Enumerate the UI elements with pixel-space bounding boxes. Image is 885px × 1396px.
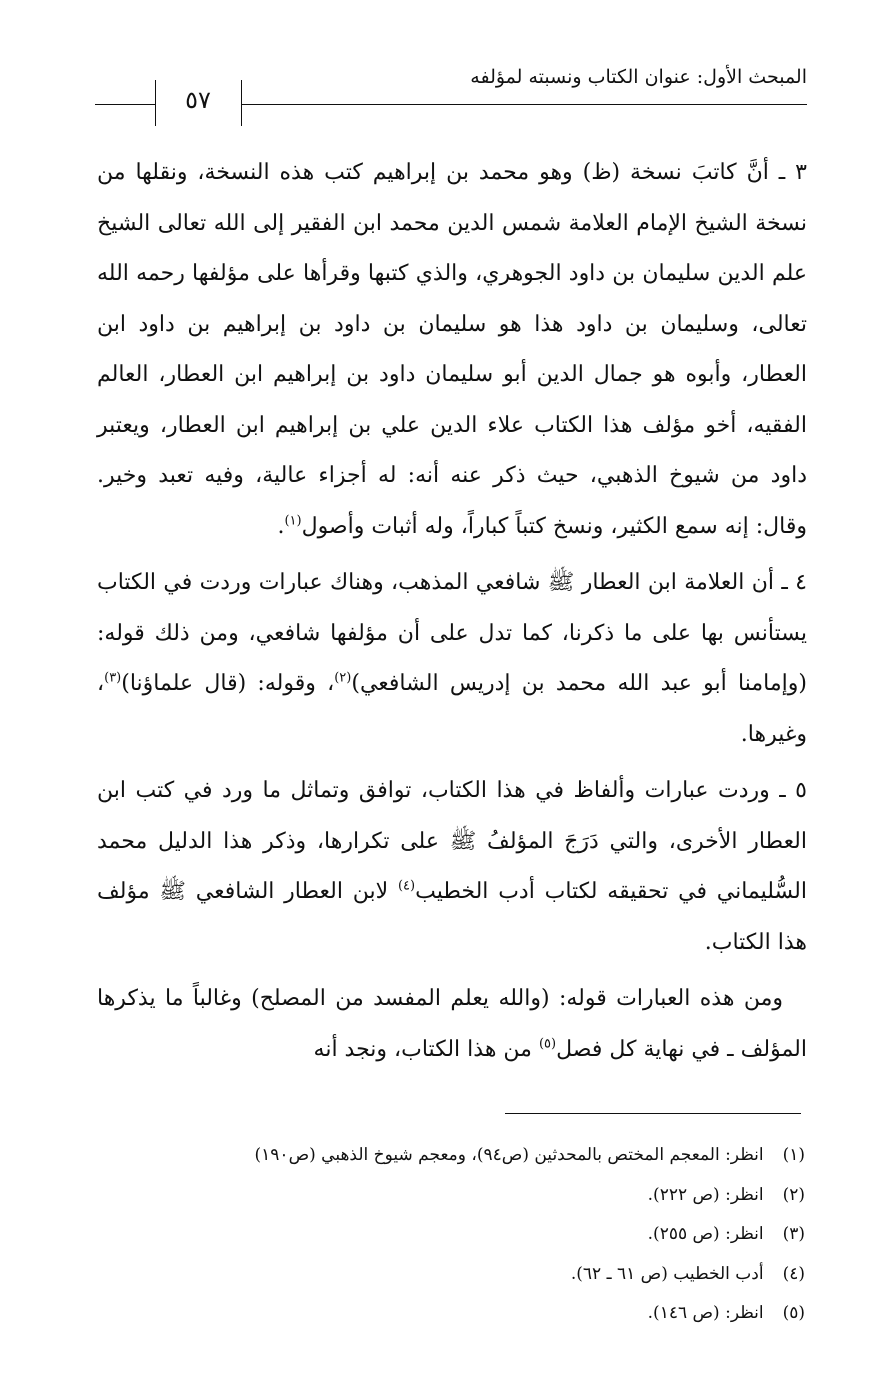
footnote-4 [97,1255,805,1295]
footnote-3 [97,1215,805,1255]
running-header-title: المبحث الأول: عنوان الكتاب ونسبته لمؤلفه [470,66,807,88]
footnote-5 [97,1294,805,1334]
paragraph-text: ٥ ـ وردت عبارات وألفاظ في هذا الكتاب، توافق وتماثل ما ورد في كتب ابن العطار الأخرى، والتي دَرَجَ المؤلفُ ﷺ على تكرارها، وذكر هذا الدليل محمد السُّليماني في تحقيقه لكتاب أدب الخطيب [97,778,807,904]
footnote-separator [505,1113,801,1114]
paragraph-text: ، وغيرها. [97,671,807,747]
footnote-reference[interactable]: (٢) [334,670,352,686]
paragraph-5 [97,766,807,968]
footnote-1 [97,1136,805,1176]
header-rule [241,104,807,105]
paragraph-6 [97,974,807,1075]
paragraph-3 [97,148,807,552]
footnote-text: انظر: (ص ١٤٦). [647,1303,764,1323]
footnote-text: أدب الخطيب (ص ٦١ ـ ٦٢). [570,1263,764,1284]
paragraph-text: ٤ ـ أن العلامة ابن العطار ﷺ شافعي المذهب، وهناك عبارات وردت في الكتاب يستأنس بها على ما ذكرنا، كما تدل على أن مؤلفها شافعي، ومن ذلك قوله: (وإمامنا أبو عبد الله محمد بن إدريس الشافعي) [97,570,807,696]
header-rule-short [95,104,155,105]
footnote-number: (٤) [782,1263,805,1284]
page-number: ٥٧ [185,86,211,114]
footnote-reference[interactable]: (١) [284,513,302,529]
paragraph-text: ٣ ـ أنَّ كاتبَ نسخة (ظ) وهو محمد بن إبراهيم كتب هذه النسخة، ونقلها من نسخة الشيخ الإمام العلامة شمس الدين محمد ابن الفقير إلى الله تعالى الشيخ علم الدين سليمان بن داود الجوهري، والذي كتبها وقرأها على مؤلفها رحمه الله تعالى، وسليمان بن داود هذا هو سليمان بن داود بن إبراهيم بن داود ابن العطار، وأبوه هو جمال الدين أبو سليمان داود بن إبراهيم ابن العطار، العالم الفقيه، أخو مؤلف هذا الكتاب علاء الدين علي بن إبراهيم ابن العطار، ويعتبر داود من شيوخ الذهبي، حيث ذكر عنه أنه: له أجزاء عالية، وفيه تعبد وخير. وقال: إنه سمع الكثير، ونسخ كتباً كباراً، وله أثبات وأصول [97,160,807,539]
footnote-text: انظر: المعجم المختص بالمحدثين (ص٩٤)، ومعجم شيوخ الذهبي (ص١٩٠) [254,1145,764,1165]
paragraph-text: ومن هذه العبارات قوله: (والله يعلم المفسد من المصلح) وغالباً ما يذكرها المؤلف ـ في نهاية كل فصل [97,986,807,1062]
paragraph-4 [97,558,807,760]
footnotes [97,1136,805,1334]
footnote-reference[interactable]: (٤) [397,878,416,894]
paragraph-text: . [277,513,285,539]
paragraph-text: لابن العطار الشافعي ﷺ مؤلف هذا الكتاب. [97,879,807,955]
footnote-number: (٢) [782,1184,805,1205]
footnote-text: انظر: (ص ٢٢٢). [647,1184,764,1205]
footnote-text: انظر: (ص ٢٥٥). [647,1224,764,1244]
header-divider-right [241,80,242,126]
footnote-reference[interactable]: (٥) [538,1036,557,1052]
footnote-number: (٣) [782,1224,805,1244]
footnote-number: (٥) [782,1303,805,1323]
paragraph-text: من هذا الكتاب، ونجد أنه [313,1036,539,1062]
footnote-number: (١) [782,1145,805,1165]
running-header [95,60,807,130]
main-text [97,148,807,1081]
footnote-reference[interactable]: (٣) [104,670,122,686]
footnote-2 [97,1176,805,1216]
paragraph-text: ، وقوله: (قال علماؤنا) [121,671,335,696]
